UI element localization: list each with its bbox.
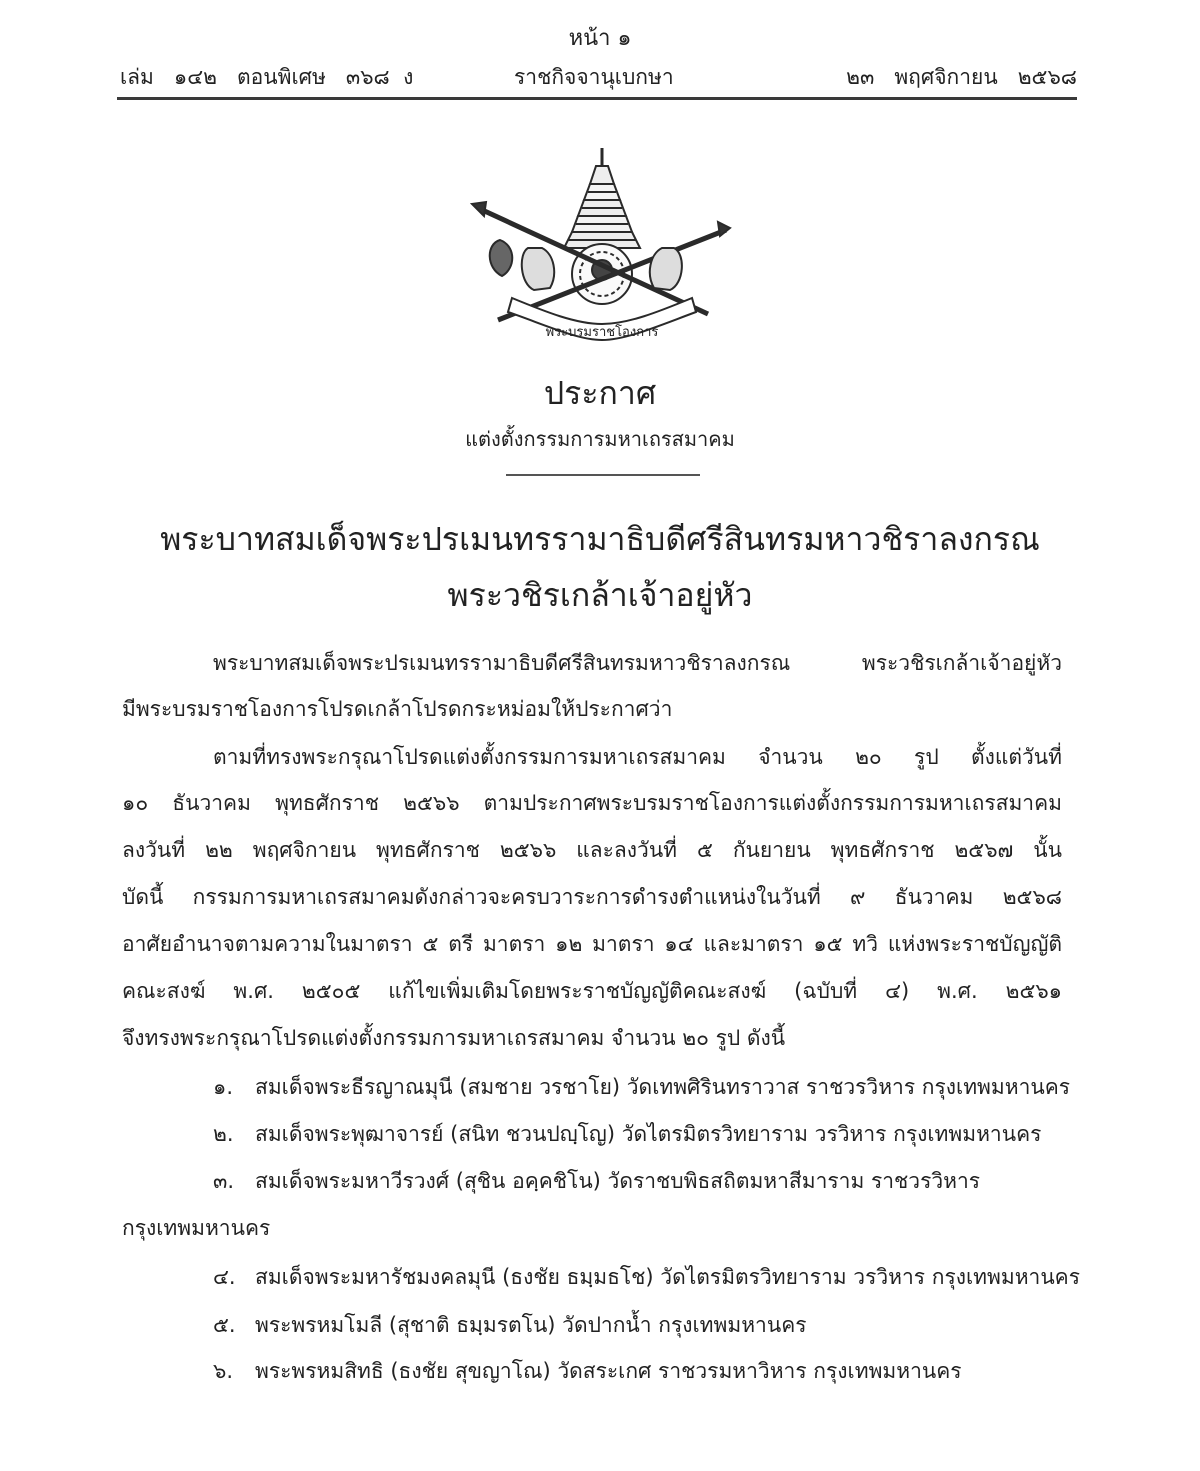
- paragraph-2-line-5: อาศัยอำนาจตามความในมาตรา ๕ ตรี มาตรา ๑๒ มาตรา ๑๔ และมาตรา ๑๕ ทวิ แห่งพระราชบัญญัติ: [122, 932, 1062, 956]
- member-list-item-continuation: กรุงเทพมหานคร: [122, 1216, 271, 1240]
- announcement-subtitle: แต่งตั้งกรรมการมหาเถรสมาคม: [465, 427, 735, 451]
- volume-issue: เล่ม ๑๔๒ ตอนพิเศษ ๓๖๘ ง: [120, 65, 414, 89]
- member-list-item: [213, 1354, 1062, 1388]
- paragraph-2-line-1: ตามที่ทรงพระกรุณาโปรดแต่งตั้งกรรมการมหาเถรสมาคม จำนวน ๒๐ รูป ตั้งแต่วันที่: [213, 745, 1062, 769]
- paragraph-2-line-7: จึงทรงพระกรุณาโปรดแต่งตั้งกรรมการมหาเถรสมาคม จำนวน ๒๐ รูป ดังนี้: [122, 1026, 786, 1050]
- king-name-line-1: พระบาทสมเด็จพระปรเมนทรรามาธิบดีศรีสินทรมหาวชิราลงกรณ: [160, 520, 1040, 558]
- paragraph-2-line-6: คณะสงฆ์ พ.ศ. ๒๕๐๕ แก้ไขเพิ่มเติมโดยพระราชบัญญัติคณะสงฆ์ (ฉบับที่ ๔) พ.ศ. ๒๕๖๑: [122, 979, 1062, 1003]
- member-number: ๔.: [213, 1265, 236, 1289]
- member-text: สมเด็จพระมหาวีรวงศ์ (สุชิน อคฺคชิโน) วัดราชบพิธสถิตมหาสีมาราม ราชวรวิหาร: [255, 1169, 981, 1193]
- page-number: หน้า ๑: [568, 26, 632, 51]
- member-number: ๒.: [213, 1122, 234, 1146]
- header-divider: [117, 97, 1077, 100]
- member-text: พระพรหมสิทธิ (ธงชัย สุขญาโณ) วัดสระเกศ ราชวรมหาวิหาร กรุงเทพมหานคร: [255, 1359, 962, 1383]
- member-list-item: [213, 1260, 1081, 1294]
- member-number: ๓.: [213, 1169, 235, 1193]
- member-number: ๖.: [213, 1359, 234, 1383]
- paragraph-2-line-3: ลงวันที่ ๒๒ พฤศจิกายน พุทธศักราช ๒๕๖๖ และลงวันที่ ๕ กันยายน พุทธศักราช ๒๕๖๗ นั้น: [122, 838, 1062, 862]
- gazette-header: [120, 60, 1077, 94]
- member-list-item: [213, 1070, 1071, 1104]
- paragraph-1-line-2: มีพระบรมราชโองการโปรดเกล้าโปรดกระหม่อมให้ประกาศว่า: [122, 697, 673, 721]
- member-text: สมเด็จพระมหารัชมงคลมุนี (ธงชัย ธมฺมธโช) วัดไตรมิตรวิทยาราม วรวิหาร กรุงเทพมหานคร: [255, 1265, 1081, 1289]
- paragraph-2-line-2: ๑๐ ธันวาคม พุทธศักราช ๒๕๖๖ ตามประกาศพระบรมราชโองการแต่งตั้งกรรมการมหาเถรสมาคม: [122, 791, 1062, 815]
- paragraph-1-line-1: พระบาทสมเด็จพระปรเมนทรรามาธิบดีศรีสินทรมหาวชิราลงกรณ พระวชิรเกล้าเจ้าอยู่หัว: [213, 651, 1062, 675]
- title-divider: [506, 474, 700, 476]
- member-list-item: [213, 1308, 1062, 1342]
- member-list-item: [213, 1164, 1062, 1198]
- emblem-ribbon-text: พระบรมราชโองการ: [545, 325, 659, 340]
- member-text: สมเด็จพระพุฒาจารย์ (สนิท ชวนปญฺโญ) วัดไตรมิตรวิทยาราม วรวิหาร กรุงเทพมหานคร: [255, 1122, 1042, 1146]
- royal-emblem-icon: [468, 144, 736, 344]
- member-text: พระพรหมโมลี (สุชาติ ธมฺมรตโน) วัดปากน้ำ กรุงเทพมหานคร: [255, 1313, 807, 1337]
- publication-name: ราชกิจจานุเบกษา: [514, 65, 674, 89]
- member-number: ๕.: [213, 1313, 236, 1337]
- paragraph-2-line-4: บัดนี้ กรรมการมหาเถรสมาคมดังกล่าวจะครบวาระการดำรงตำแหน่งในวันที่ ๙ ธันวาคม ๒๕๖๘: [122, 885, 1062, 909]
- king-name-line-2: พระวชิรเกล้าเจ้าอยู่หัว: [447, 576, 753, 614]
- publication-date: ๒๓ พฤศจิกายน ๒๕๖๘: [846, 65, 1077, 89]
- announcement-title: ประกาศ: [543, 374, 657, 412]
- member-number: ๑.: [213, 1075, 234, 1099]
- member-list-item: [213, 1117, 1062, 1151]
- member-text: สมเด็จพระธีรญาณมุนี (สมชาย วรชาโย) วัดเทพศิรินทราวาส ราชวรวิหาร กรุงเทพมหานคร: [255, 1075, 1071, 1099]
